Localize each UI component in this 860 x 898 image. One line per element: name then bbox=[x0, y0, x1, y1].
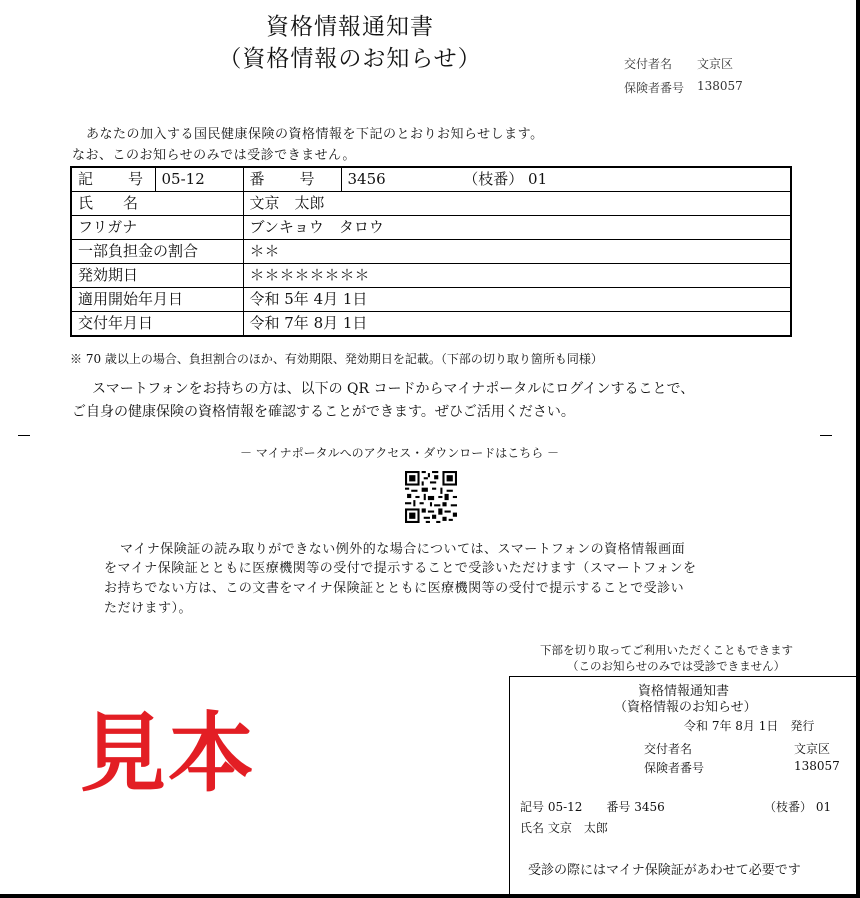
card-insurer-number-label: 保険者番号 bbox=[644, 761, 705, 775]
row-label-start-date: 適用開始年月日 bbox=[71, 288, 243, 312]
smartphone-line-2: ご自身の健康保険の資格情報を確認することができます。ぜひご活用ください。 bbox=[72, 404, 575, 420]
row-label-effective-date: 発効期日 bbox=[71, 264, 243, 288]
intro-line-2: なお、このお知らせのみでは受診できません。 bbox=[72, 148, 356, 163]
intro-line-1: あなたの加入する国民健康保険の資格情報を下記のとおりお知らせします。 bbox=[86, 127, 544, 142]
card-insurer-number-value: 138057 bbox=[794, 759, 840, 773]
card-title: 資格情報通知書 bbox=[638, 684, 730, 699]
card-symbol-number: 記号 05-12 番号 3456 bbox=[520, 800, 665, 814]
card-issuer-value: 文京区 bbox=[794, 742, 831, 756]
row-label-furigana: フリガナ bbox=[71, 216, 243, 240]
card-branch: （枝番） 01 bbox=[764, 800, 832, 814]
row-value-name: 文京 太郎 bbox=[243, 192, 791, 216]
symbol-value: 05-12 bbox=[155, 167, 243, 192]
document-title: 資格情報通知書 bbox=[266, 14, 434, 40]
row-value-issue-date: 令和 7年 8月 1日 bbox=[243, 312, 791, 337]
number-cell bbox=[341, 167, 791, 192]
exception-line-3: お持ちでない方は、この文書をマイナ保険証とともに医療機関等の受付で提示することで受診い bbox=[104, 581, 685, 596]
document-subtitle: （資格情報のお知らせ） bbox=[218, 46, 482, 72]
row-label-name: 氏 名 bbox=[71, 192, 243, 216]
branch-value: 01 bbox=[528, 170, 548, 188]
row-label-issue-date: 交付年月日 bbox=[71, 312, 243, 337]
table-row bbox=[71, 192, 791, 216]
cut-marker-left bbox=[18, 435, 30, 436]
number-label: 番 号 bbox=[243, 167, 341, 192]
card-subtitle: （資格情報のお知らせ） bbox=[614, 700, 757, 715]
number-value: 3456 bbox=[347, 170, 386, 188]
sample-stamp: 見本 bbox=[80, 704, 256, 804]
smartphone-line-1: スマートフォンをお持ちの方は、以下の QR コードからマイナポータルにログインすることで、 bbox=[92, 381, 695, 397]
card-name: 氏名 文京 太郎 bbox=[520, 821, 608, 835]
qr-code-icon[interactable] bbox=[405, 471, 457, 523]
cut-note-line-1: 下部を切り取ってご利用いただくこともできます bbox=[540, 643, 793, 657]
card-footer: 受診の際にはマイナ保険証があわせて必要です bbox=[528, 863, 801, 878]
portal-label: － マイナポータルへのアクセス・ダウンロードはこちら － bbox=[240, 446, 560, 460]
insurer-number-label: 保険者番号 bbox=[624, 81, 685, 95]
row-value-furigana: ブンキョウ タロウ bbox=[243, 216, 791, 240]
insurer-number-value: 138057 bbox=[697, 79, 743, 93]
cut-note-line-2: （このお知らせのみでは受診できません） bbox=[567, 659, 786, 673]
table-row bbox=[71, 288, 791, 312]
exception-line-2: をマイナ保険証とともに医療機関等の受付で提示することで受診いただけます（スマートフォンを bbox=[104, 561, 697, 576]
card-issuer-label: 交付者名 bbox=[644, 742, 693, 756]
qualification-table bbox=[70, 166, 792, 337]
exception-line-4: ただけます）。 bbox=[104, 601, 193, 616]
table-row bbox=[71, 167, 791, 192]
branch-label: （枝番） bbox=[463, 170, 524, 188]
row-value-start-date: 令和 5年 4月 1日 bbox=[243, 288, 791, 312]
table-row bbox=[71, 216, 791, 240]
issuer-value: 文京区 bbox=[697, 57, 734, 71]
issuer-label: 交付者名 bbox=[624, 57, 673, 71]
table-row bbox=[71, 240, 791, 264]
card-issued-date: 令和 7年 8月 1日 発行 bbox=[684, 719, 815, 733]
cut-marker-right bbox=[820, 435, 832, 436]
detachable-card bbox=[509, 676, 856, 895]
table-row bbox=[71, 264, 791, 288]
row-value-effective-date: ＊＊＊＊＊＊＊＊ bbox=[243, 264, 791, 288]
exception-line-1: マイナ保険証の読み取りができない例外的な場合については、スマートフォンの資格情報画面 bbox=[120, 542, 686, 557]
age-note: ※ 70 歳以上の場合、負担割合のほか、有効期限、発効期日を記載。（下部の切り取り箇所も同様） bbox=[70, 352, 603, 366]
row-label-copay: 一部負担金の割合 bbox=[71, 240, 243, 264]
row-value-copay: ＊＊ bbox=[243, 240, 791, 264]
table-row bbox=[71, 312, 791, 337]
symbol-label: 記 号 bbox=[71, 167, 155, 192]
